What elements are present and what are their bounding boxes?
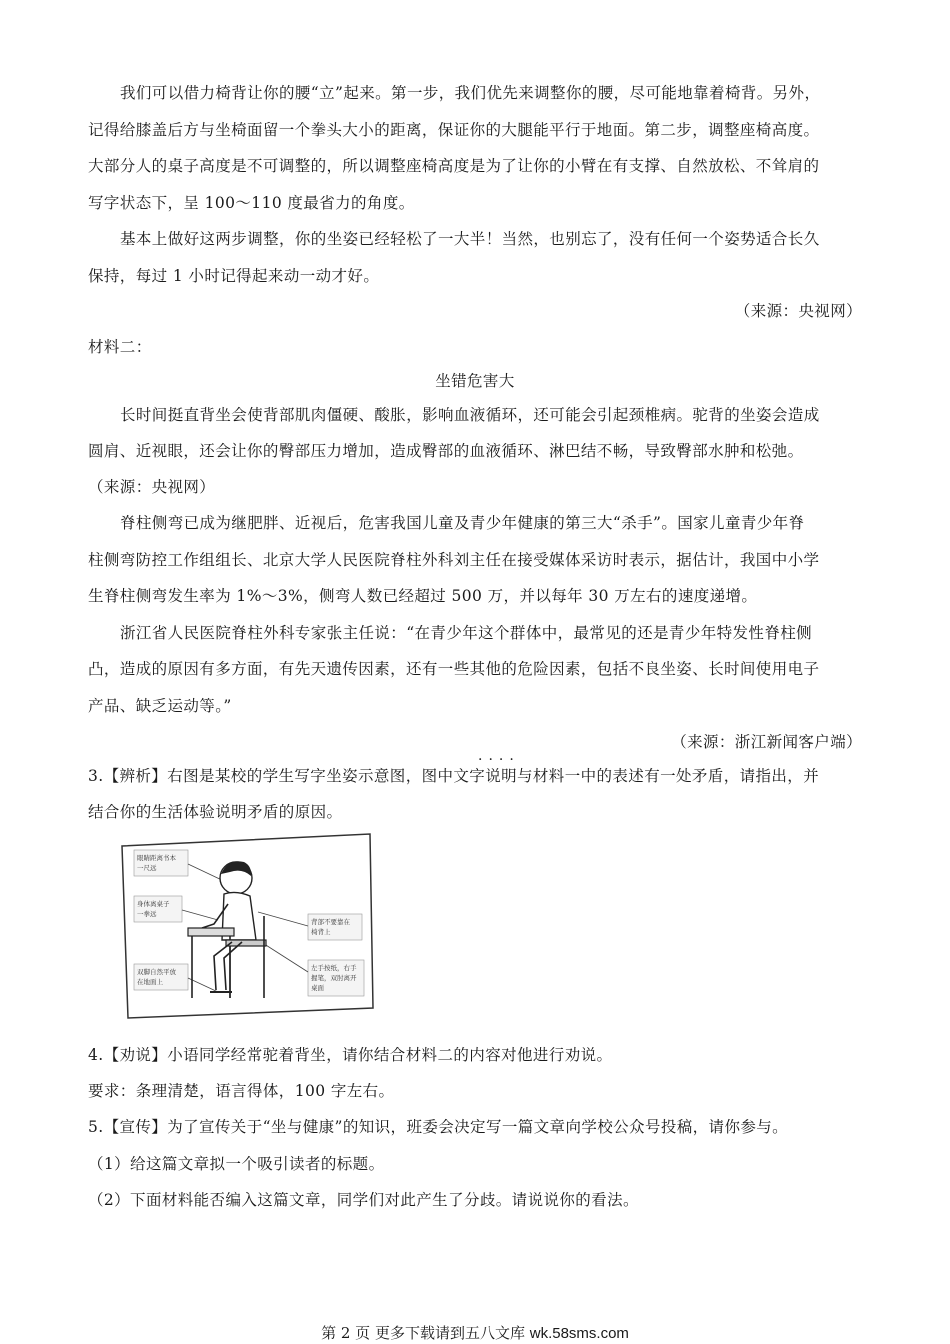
label-back-line1: 背部不要靠在 bbox=[311, 918, 350, 926]
page-footer bbox=[0, 1322, 950, 1343]
download-note: 更多下载请到五八文库 bbox=[374, 1324, 525, 1342]
question-5-sub1: （1）给这篇文章拟一个吸引读者的标题。 bbox=[88, 1155, 385, 1173]
label-body-line1: 身体离桌子 bbox=[137, 900, 170, 908]
label-feet-line1: 双脚自然平放 bbox=[137, 968, 176, 976]
page-number: 第 2 页 bbox=[321, 1324, 371, 1342]
question-5-sub2: （2）下面材料能否编入这篇文章，同学们对此产生了分歧。请说说你的看法。 bbox=[88, 1191, 639, 1209]
emphasis-dots: ···· bbox=[478, 752, 520, 768]
m2-p3-line3: 产品、缺乏运动等。” bbox=[88, 697, 232, 715]
m2-p3-line2: 凸，造成的原因有多方面，有先天遗传因素，还有一些其他的危险因素，包括不良坐姿、长时间使用电子 bbox=[88, 660, 820, 678]
m1-p1-line1: 我们可以借力椅背让你的腰“立”起来。第一步，我们优先来调整你的腰，尽可能地靠着椅背。另外， bbox=[120, 84, 821, 102]
label-feet-line2: 在地面上 bbox=[137, 978, 163, 986]
question-4-line1: 4.【劝说】小语同学经常驼着背坐，请你结合材料二的内容对他进行劝说。 bbox=[88, 1046, 613, 1064]
m2-p2-line1: 脊柱侧弯已成为继肥胖、近视后，危害我国儿童及青少年健康的第三大“杀手”。国家儿童青少年脊 bbox=[120, 514, 805, 532]
m1-p2-line1: 基本上做好这两步调整，你的坐姿已经轻松了一大半！当然，也别忘了，没有任何一个姿势适合长久 bbox=[120, 230, 820, 248]
question-5-line1: 5.【宣传】为了宣传关于“坐与健康”的知识，班委会决定写一篇文章向学校公众号投稿，请你参与。 bbox=[88, 1118, 789, 1136]
label-hands-line1: 左手按纸，右手 bbox=[311, 964, 357, 972]
label-eye-line2: 一尺远 bbox=[137, 864, 157, 872]
m1-p2-line2: 保持，每过 1 小时记得起来动一动才好。 bbox=[88, 267, 380, 285]
m1-source: （来源：央视网） bbox=[734, 302, 862, 320]
m2-p1-line1: 长时间挺直背坐会使背部肌肉僵硬、酸胀，影响血液循环，还可能会引起颈椎病。驼背的坐姿会造成 bbox=[120, 406, 820, 424]
m2-source: （来源：浙江新闻客户端） bbox=[671, 733, 862, 751]
label-back-line2: 椅背上 bbox=[311, 928, 331, 936]
question-3-line1: 3.【辨析】右图是某校的学生写字坐姿示意图，图中文字说明与材料一中的表述有一处矛盾，请指出，并 bbox=[88, 767, 820, 785]
m2-p1-line2: 圆肩、近视眼，还会让你的臀部压力增加，造成臀部的血液循环、淋巴结不畅，导致臀部水肿和松弛。 bbox=[88, 442, 804, 460]
question-3-line2: 结合你的生活体验说明矛盾的原因。 bbox=[88, 803, 343, 821]
m1-p1-line3: 大部分人的桌子高度是不可调整的，所以调整座椅高度是为了让你的小臂在有支撑、自然放松、不耸肩的 bbox=[88, 157, 820, 175]
m2-p2-line2: 柱侧弯防控工作组组长、北京大学人民医院脊柱外科刘主任在接受媒体采访时表示，据估计，我国中小学 bbox=[88, 551, 820, 569]
m2-p1-source: （来源：央视网） bbox=[88, 478, 216, 496]
label-body-line2: 一拳远 bbox=[137, 910, 157, 918]
m1-p1-line4: 写字状态下，呈 100～110 度最省力的角度。 bbox=[88, 194, 415, 212]
question-4-requirement: 要求：条理清楚，语言得体，100 字左右。 bbox=[88, 1082, 395, 1100]
m2-p2-line3: 生脊柱侧弯发生率为 1%～3%，侧弯人数已经超过 500 万，并以每年 30 万左右的速度递增。 bbox=[88, 587, 758, 605]
label-hands-line2: 握笔，双肘离开 bbox=[311, 974, 357, 982]
site-link[interactable]: wk.58sms.com bbox=[529, 1325, 629, 1342]
m1-p1-line2: 记得给膝盖后方与坐椅面留一个拳头大小的距离，保证你的大腿能平行于地面。第二步，调整座椅高度。 bbox=[88, 121, 820, 139]
label-hands-line3: 桌面 bbox=[311, 984, 324, 992]
sitting-posture-illustration bbox=[118, 832, 376, 1022]
material-two-label: 材料二： bbox=[88, 338, 152, 356]
label-eye-line1: 眼睛距离书本 bbox=[137, 854, 176, 862]
m2-p3-line1: 浙江省人民医院脊柱外科专家张主任说：“在青少年这个群体中，最常见的还是青少年特发性脊柱侧 bbox=[120, 624, 813, 642]
material-two-title: 坐错危害大 bbox=[435, 372, 515, 390]
